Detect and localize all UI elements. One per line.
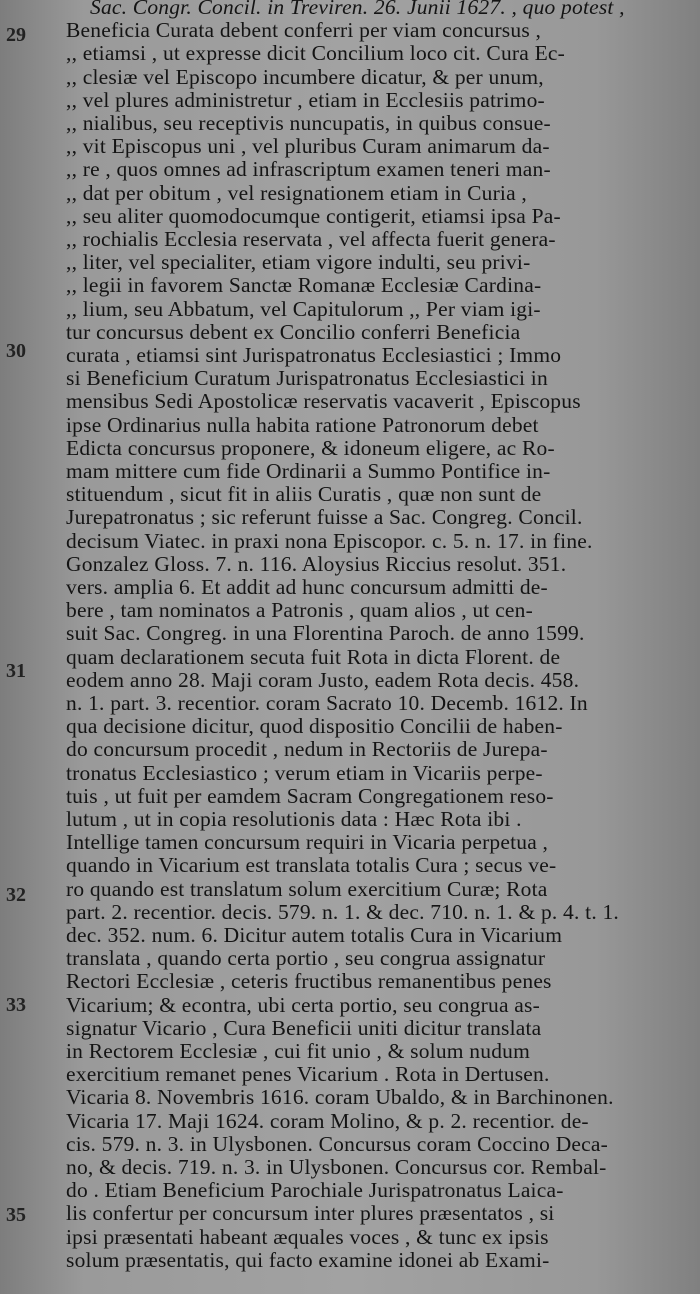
- text-line: exercitium remanet penes Vicarium . Rota in Dertusen.: [66, 1062, 550, 1087]
- text-line: lutum , ut in copia resolutionis data : Hæc Rota ibi .: [66, 807, 522, 831]
- text-line: ,, dat per obitum , vel resignationem etiam in Curia ,: [66, 180, 527, 205]
- text-line: qua decisione dicitur, quod dispositio Concilii de haben-: [66, 714, 563, 739]
- text-line: cis. 579. n. 3. in Ulysbonen. Concursus coram Coccino Deca-: [66, 1131, 609, 1156]
- text-line: mensibus Sedi Apostolicæ reservatis vacaverit , Episcopus: [66, 389, 581, 414]
- text-line: ,, legii in favorem Sanctæ Romanæ Ecclesiæ Cardina-: [66, 273, 542, 298]
- text-line: ro quando est translatum solum exercitium Curæ; Rota: [66, 876, 548, 901]
- text-line: translata , quando certa portio , seu congrua assignatur: [66, 946, 546, 971]
- text-line: Intellige tamen concursum requiri in Vicaria perpetua ,: [66, 830, 549, 855]
- text-line: ipse Ordinarius nulla habita ratione Patronorum debet: [66, 412, 539, 437]
- text-line: Jurepatronatus ; sic referunt fuisse a Sac. Congreg. Concil.: [66, 505, 583, 530]
- text-line: ,, vit Episcopus uni , vel pluribus Curam animarum da-: [66, 134, 550, 159]
- text-line: part. 2. recentior. decis. 579. n. 1. & dec. 710. n. 1. & p. 4. t. 1.: [66, 899, 619, 924]
- text-line: decisum Viatec. in praxi nona Episcopor. c. 5. n. 17. in fine.: [66, 528, 593, 553]
- text-line: ,, etiamsi , ut expresse dicit Concilium loco cit. Cura Ec-: [66, 41, 566, 66]
- text-line: quando in Vicarium est translata totalis Cura ; secus ve-: [66, 853, 557, 878]
- text-line: no, & decis. 719. n. 3. in Ulysbonen. Concursus cor. Rembal-: [66, 1155, 607, 1179]
- paragraph-number: 33: [6, 994, 26, 1016]
- text-line: ,, rochialis Ecclesia reservata , vel affecta fuerit genera-: [66, 227, 556, 251]
- text-line: quam declarationem secuta fuit Rota in dicta Florent. de: [66, 644, 561, 669]
- text-line: ,, lium, seu Abbatum, vel Capitulorum ,, Per viam igi-: [66, 296, 541, 321]
- text-line: do . Etiam Beneficium Parochiale Jurispatronatus Laica-: [66, 1178, 564, 1203]
- text-line: Vicaria 8. Novembris 1616. coram Ubaldo, & in Barchinonen.: [66, 1085, 614, 1110]
- text-line: Vicarium; & econtra, ubi certa portio, seu congrua as-: [66, 992, 540, 1017]
- paragraph-number: 29: [6, 24, 26, 46]
- paragraph-number: 35: [6, 1204, 26, 1226]
- text-line: Beneficia Curata debent conferri per viam concursus ,: [66, 18, 542, 43]
- paragraph-number: 31: [6, 660, 26, 682]
- text-line: mam mittere cum fide Ordinarii a Summo Pontifice in-: [66, 459, 551, 483]
- text-line: ,, nialibus, seu receptivis nuncupatis, in quibus consue-: [66, 111, 551, 135]
- text-line: curata , etiamsi sint Jurispatronatus Ecclesiastici ; Immo: [66, 343, 562, 367]
- text-line: Rectori Ecclesiæ , ceteris fructibus remanentibus penes: [66, 969, 552, 994]
- text-line: ,, re , quos omnes ad infrascriptum examen teneri man-: [66, 157, 551, 182]
- text-line: tur concursus debent ex Concilio conferri Beneficia: [66, 319, 521, 344]
- text-line: Gonzalez Gloss. 7. n. 116. Aloysius Riccius resolut. 351.: [66, 551, 567, 576]
- text-line: do concursum procedit , nedum in Rectoriis de Jurepa-: [66, 737, 548, 762]
- text-line: ,, liter, vel specialiter, etiam vigore indulti, seu privi-: [66, 250, 531, 275]
- text-line: dec. 352. num. 6. Dicitur autem totalis Cura in Vicarium: [66, 923, 563, 947]
- text-line: tronatus Ecclesiastico ; verum etiam in Vicariis perpe-: [66, 760, 543, 785]
- text-line: in Rectorem Ecclesiæ , cui fit unio , & solum nudum: [66, 1039, 531, 1063]
- text-line: eodem anno 28. Maji coram Justo, eadem Rota decis. 458.: [66, 667, 580, 692]
- text-line: suit Sac. Congreg. in una Florentina Paroch. de anno 1599.: [66, 621, 585, 646]
- paragraph-number: 32: [6, 884, 26, 906]
- text-line: tuis , ut fuit per eamdem Sacram Congregationem reso-: [66, 783, 554, 808]
- paragraph-number: 30: [6, 340, 26, 362]
- text-line: bere , tam nominatos a Patronis , quam alios , ut cen-: [66, 598, 533, 623]
- text-line: Edicta concursus proponere, & idoneum eligere, ac Ro-: [66, 435, 555, 460]
- text-line: ,, vel plures administretur , etiam in Ecclesiis patrimo-: [66, 87, 545, 112]
- text-line: Sac. Congr. Concil. in Treviren. 26. Junii 1627. , quo potest ,: [90, 0, 625, 19]
- text-line: stituendum , sicut fit in aliis Curatis , quæ non sunt de: [66, 482, 542, 507]
- text-line: si Beneficium Curatum Jurispatronatus Ecclesiastici in: [66, 366, 548, 391]
- text-line: ,, seu aliter quomodocumque contigerit, etiamsi ipsa Pa-: [66, 203, 561, 228]
- text-line: n. 1. part. 3. recentior. coram Sacrato 10. Decemb. 1612. In: [66, 691, 588, 715]
- text-line: solum præsentatis, qui facto examine idonei ab Exami-: [66, 1247, 550, 1272]
- text-line: vers. amplia 6. Et addit ad hunc concursum admitti de-: [66, 575, 548, 599]
- text-line: ,, clesiæ vel Episcopo incumbere dicatur, & per unum,: [66, 64, 544, 89]
- text-line: signatur Vicario , Cura Beneficii uniti dicitur translata: [66, 1015, 542, 1040]
- text-line: lis confertur per concursum inter plures præsentatos , si: [66, 1201, 555, 1226]
- text-line: Vicaria 17. Maji 1624. coram Molino, & p. 2. recentior. de-: [66, 1108, 589, 1133]
- text-line: ipsi præsentati habeant æquales voces , & tunc ex ipsis: [66, 1224, 549, 1249]
